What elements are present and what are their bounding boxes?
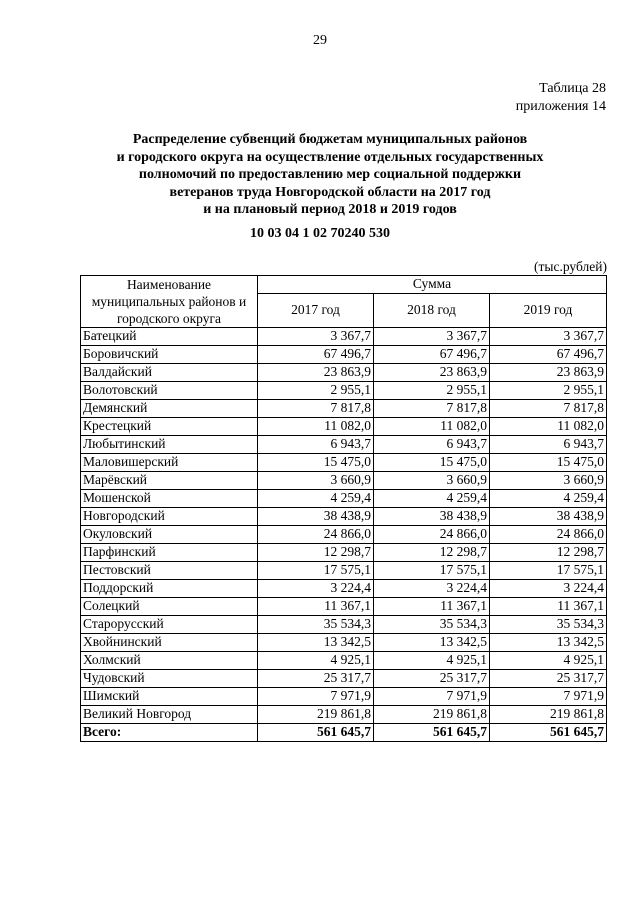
district-name-cell: Демянский	[81, 400, 258, 418]
district-name-cell: Новгородский	[81, 508, 258, 526]
amount-cell-2017: 7 971,9	[258, 688, 374, 706]
table-row	[81, 436, 607, 454]
district-name-cell: Окуловский	[81, 526, 258, 544]
header-sum: Сумма	[258, 276, 607, 294]
district-name-cell: Любытинский	[81, 436, 258, 454]
table-row	[81, 688, 607, 706]
table-row	[81, 706, 607, 724]
table-row	[81, 652, 607, 670]
amount-cell-2019: 23 863,9	[490, 364, 607, 382]
amount-cell-2017: 24 866,0	[258, 526, 374, 544]
amount-cell-2019: 25 317,7	[490, 670, 607, 688]
table-row	[81, 508, 607, 526]
amount-cell-2017: 6 943,7	[258, 436, 374, 454]
amount-cell-2017: 12 298,7	[258, 544, 374, 562]
amount-cell-2018: 13 342,5	[374, 634, 490, 652]
amount-cell-2018: 25 317,7	[374, 670, 490, 688]
table-row	[81, 472, 607, 490]
district-name-cell: Хвойнинский	[81, 634, 258, 652]
title-line: полномочий по предоставлению мер социальной поддержки	[138, 167, 522, 182]
title-line: ветеранов труда Новгородской области на 2017 год	[169, 184, 491, 200]
amount-cell-2017: 11 367,1	[258, 598, 374, 616]
subvention-table	[80, 275, 607, 742]
district-name-cell: Волотовский	[81, 382, 258, 400]
amount-cell-2017: 3 224,4	[258, 580, 374, 598]
amount-cell-2019: 11 082,0	[490, 418, 607, 436]
units-label: (тыс.рублей)	[534, 259, 607, 274]
district-name-cell: Марёвский	[81, 472, 258, 490]
district-name-cell: Поддорский	[81, 580, 258, 598]
amount-cell-2017: 11 082,0	[258, 418, 374, 436]
table-row	[81, 526, 607, 544]
amount-cell-2019: 7 971,9	[490, 688, 607, 706]
amount-cell-2017: 23 863,9	[258, 364, 374, 382]
amount-cell-2017: 38 438,9	[258, 508, 374, 526]
table-row	[81, 454, 607, 472]
table-row	[81, 580, 607, 598]
table-row	[81, 544, 607, 562]
amount-cell-2017: 15 475,0	[258, 454, 374, 472]
amount-cell-2017: 7 817,8	[258, 400, 374, 418]
amount-cell-2019: 24 866,0	[490, 526, 607, 544]
amount-cell-2018: 3 224,4	[374, 580, 490, 598]
table-row	[81, 490, 607, 508]
header-year-2017: 2017 год	[258, 294, 374, 328]
amount-cell-2018: 4 925,1	[374, 652, 490, 670]
table-row	[81, 670, 607, 688]
amount-cell-2019: 38 438,9	[490, 508, 607, 526]
amount-cell-2019: 67 496,7	[490, 346, 607, 364]
amount-cell-2018: 11 082,0	[374, 418, 490, 436]
table-row	[81, 634, 607, 652]
total-row	[81, 724, 607, 742]
district-name-cell: Валдайский	[81, 364, 258, 382]
amount-cell-2019: 11 367,1	[490, 598, 607, 616]
district-name-cell: Батецкий	[81, 328, 258, 346]
document-title	[60, 131, 600, 219]
district-name-cell: Парфинский	[81, 544, 258, 562]
amount-cell-2019: 13 342,5	[490, 634, 607, 652]
table-row	[81, 598, 607, 616]
table-row	[81, 400, 607, 418]
table-ref-line1: Таблица 28	[539, 81, 606, 96]
amount-cell-2017: 13 342,5	[258, 634, 374, 652]
amount-cell-2018: 38 438,9	[374, 508, 490, 526]
amount-cell-2018: 219 861,8	[374, 706, 490, 724]
table-body	[81, 328, 607, 742]
district-name-cell: Боровичский	[81, 346, 258, 364]
amount-cell-2019: 35 534,3	[490, 616, 607, 634]
amount-cell-2018: 24 866,0	[374, 526, 490, 544]
amount-cell-2018: 67 496,7	[374, 346, 490, 364]
district-name-cell: Всего:	[81, 724, 258, 742]
amount-cell-2019: 17 575,1	[490, 562, 607, 580]
header-name: Наименование муниципальных районов и городского округа	[81, 276, 258, 328]
amount-cell-2019: 6 943,7	[490, 436, 607, 454]
table-row	[81, 616, 607, 634]
amount-cell-2019: 2 955,1	[490, 382, 607, 400]
amount-cell-2019: 15 475,0	[490, 454, 607, 472]
amount-cell-2018: 12 298,7	[374, 544, 490, 562]
amount-cell-2017: 25 317,7	[258, 670, 374, 688]
table-row	[81, 418, 607, 436]
amount-cell-2019: 3 367,7	[490, 328, 607, 346]
title-line: и на плановый период 2018 и 2019 годов	[203, 202, 457, 217]
district-name-cell: Мошенской	[81, 490, 258, 508]
page-number: 29	[313, 33, 327, 48]
table-row	[81, 562, 607, 580]
amount-cell-2018: 15 475,0	[374, 454, 490, 472]
district-name-cell: Маловишерский	[81, 454, 258, 472]
amount-cell-2018: 7 971,9	[374, 688, 490, 706]
amount-cell-2018: 2 955,1	[374, 382, 490, 400]
amount-cell-2018: 3 367,7	[374, 328, 490, 346]
title-line: Распределение субвенций бюджетам муниципальных районов	[132, 132, 528, 147]
amount-cell-2017: 561 645,7	[258, 724, 374, 742]
table-row	[81, 328, 607, 346]
amount-cell-2017: 2 955,1	[258, 382, 374, 400]
amount-cell-2017: 67 496,7	[258, 346, 374, 364]
district-name-cell: Чудовский	[81, 670, 258, 688]
header-year-2019: 2019 год	[490, 294, 607, 328]
amount-cell-2018: 4 259,4	[374, 490, 490, 508]
amount-cell-2019: 3 224,4	[490, 580, 607, 598]
amount-cell-2019: 219 861,8	[490, 706, 607, 724]
amount-cell-2018: 35 534,3	[374, 616, 490, 634]
amount-cell-2018: 7 817,8	[374, 400, 490, 418]
district-name-cell: Шимский	[81, 688, 258, 706]
amount-cell-2017: 3 367,7	[258, 328, 374, 346]
amount-cell-2018: 3 660,9	[374, 472, 490, 490]
table-row	[81, 364, 607, 382]
budget-code: 10 03 04 1 02 70240 530	[250, 226, 390, 241]
table-ref-line2: приложения 14	[515, 99, 606, 114]
district-name-cell: Старорусский	[81, 616, 258, 634]
header-year-2018: 2018 год	[374, 294, 490, 328]
amount-cell-2019: 4 259,4	[490, 490, 607, 508]
amount-cell-2018: 6 943,7	[374, 436, 490, 454]
district-name-cell: Солецкий	[81, 598, 258, 616]
amount-cell-2017: 3 660,9	[258, 472, 374, 490]
table-row	[81, 382, 607, 400]
amount-cell-2018: 23 863,9	[374, 364, 490, 382]
amount-cell-2017: 35 534,3	[258, 616, 374, 634]
amount-cell-2019: 3 660,9	[490, 472, 607, 490]
table-row	[81, 346, 607, 364]
district-name-cell: Холмский	[81, 652, 258, 670]
district-name-cell: Пестовский	[81, 562, 258, 580]
district-name-cell: Великий Новгород	[81, 706, 258, 724]
amount-cell-2018: 17 575,1	[374, 562, 490, 580]
amount-cell-2017: 4 259,4	[258, 490, 374, 508]
amount-cell-2018: 11 367,1	[374, 598, 490, 616]
amount-cell-2017: 219 861,8	[258, 706, 374, 724]
amount-cell-2019: 7 817,8	[490, 400, 607, 418]
amount-cell-2019: 561 645,7	[490, 724, 607, 742]
amount-cell-2017: 4 925,1	[258, 652, 374, 670]
amount-cell-2019: 12 298,7	[490, 544, 607, 562]
amount-cell-2019: 4 925,1	[490, 652, 607, 670]
amount-cell-2017: 17 575,1	[258, 562, 374, 580]
district-name-cell: Крестецкий	[81, 418, 258, 436]
table-reference	[516, 80, 606, 116]
title-line: и городского округа на осуществление отдельных государственных	[116, 149, 544, 165]
amount-cell-2018: 561 645,7	[374, 724, 490, 742]
